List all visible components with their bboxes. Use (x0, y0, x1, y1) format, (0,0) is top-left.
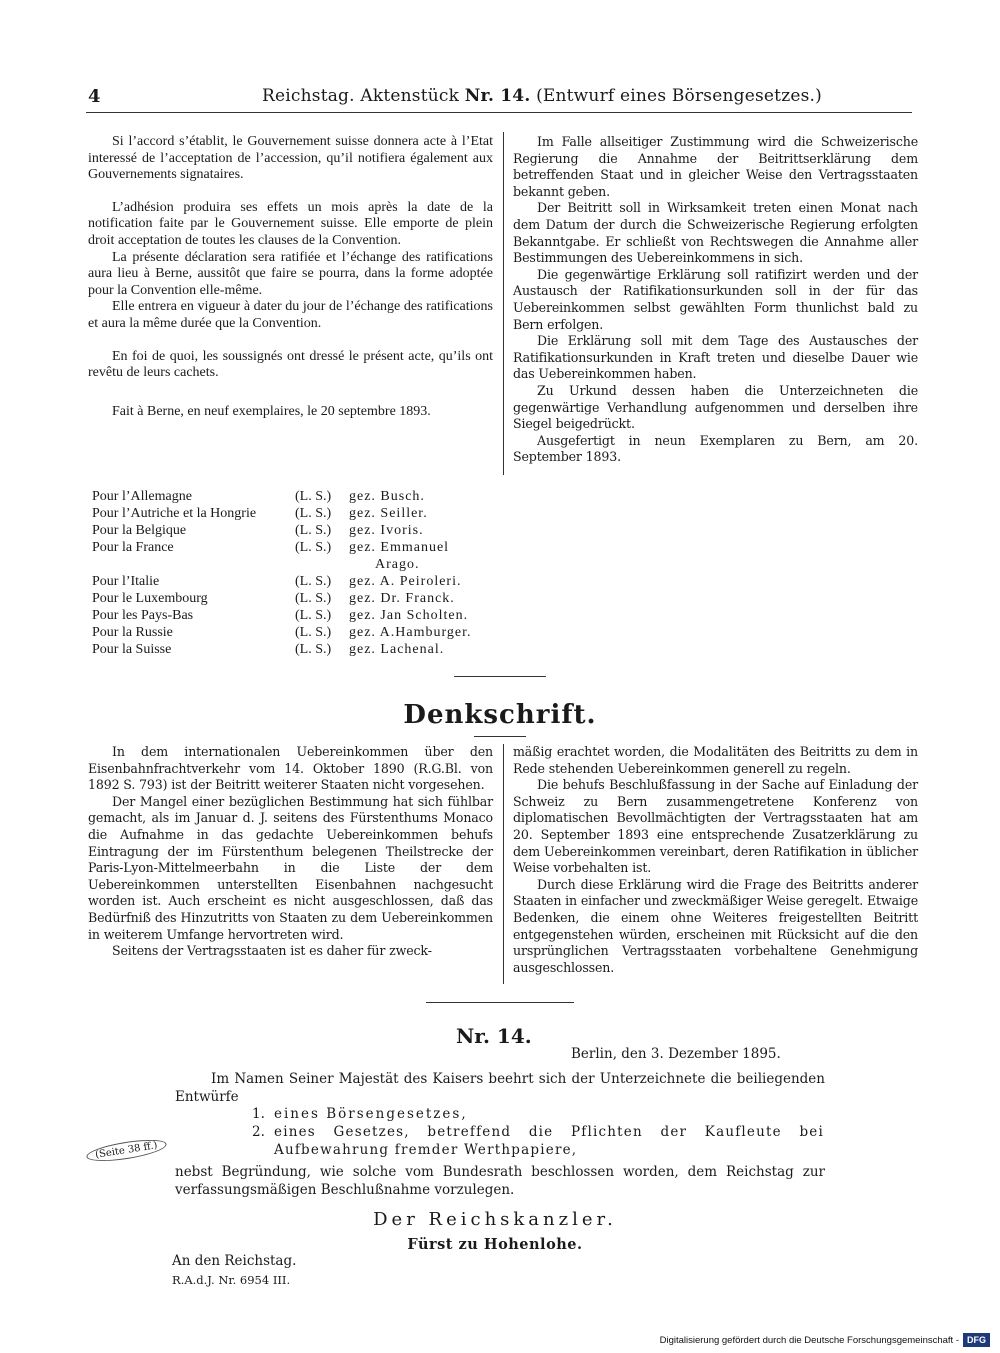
enclosure-list (252, 1105, 824, 1159)
signatory-name: gez. Busch. (349, 489, 425, 504)
signatory-country: Pour la Russie (92, 625, 173, 640)
signatory-country: Pour l’Italie (92, 574, 160, 589)
list-item (252, 1105, 824, 1123)
column-divider (503, 744, 504, 984)
signatory-name: gez. Ivoris. (349, 523, 424, 538)
french-paragraph: Elle entrera en vigueur à dater du jour de l’échange des ratifications et aura la même durée que la Convention. (88, 299, 493, 331)
signatory-row (92, 539, 512, 556)
signatory-name: gez. Jan Scholten. (349, 608, 469, 623)
german-paragraph: Der Beitritt soll in Wirksamkeit treten einen Monat nach dem Datum der durch die Schweizerische Regierung erfolgten Bekanntgabe. Er schließt von Rechtswegen die Annahme aller Bestimmungen des Uebereinkommens in sich. (513, 200, 918, 266)
list-item (252, 1123, 824, 1159)
header-rule (86, 112, 912, 113)
french-paragraph: Si l’accord s’établit, le Gouvernement suisse donnera acte à l’Etat interessé de l’acceptation de l’accession, qu’il notifiera également aux Gouvernements signataires. (88, 134, 493, 183)
dfg-logo-icon: DFG (963, 1333, 990, 1347)
german-paragraph: Im Falle allseitiger Zustimmung wird die Schweizerische Regierung die Annahme der Beitrittserklärung dem betreffenden Staat und in gleicher Weise den Vertragsstaaten bekannt geben. (513, 134, 918, 199)
running-head-number: Nr. 14. (464, 86, 531, 106)
column-divider (503, 132, 504, 475)
running-head (262, 86, 822, 106)
signatory-name: gez. Seiller. (349, 506, 428, 521)
margin-note-stamp: (Seite 38 ff.) (85, 1136, 167, 1165)
signatory-name: gez. A.Hamburger. (349, 625, 472, 640)
section-rule (426, 1002, 574, 1003)
denkschrift-left-column (88, 744, 493, 960)
denkschrift-paragraph: Die behufs Beschlußfassung in der Sache auf Einladung der Schweiz zu Bern zusammengetretene Konferenz von diplomatischen Bevollmächtigten der Vertragsstaaten hat am 20. September 1893 eine entsprechende Zusatzerklärung zu dem Uebereinkommen vereinbart, deren Ratifikation in üblicher Weise vorbehalten ist. (513, 777, 918, 876)
signatory-name: gez. Dr. Franck. (349, 591, 455, 606)
signatory-country: Pour la Suisse (92, 642, 172, 657)
signatory-country: Pour l’Allemagne (92, 489, 192, 504)
german-paragraph: Die gegenwärtige Erklärung soll ratifizirt werden und der Austausch der Ratifikationsurkunden soll in der für das Uebereinkommen selbst gewählten Form thunlichst bald zu Bern erfolgen. (513, 266, 918, 332)
french-column (88, 134, 493, 420)
list-item-text: eines Gesetzes, betreffend die Pflichten der Kaufleute bei Aufbewahrung fremder Werthpapiere, (274, 1124, 824, 1158)
seal-mark: (L. S.) (295, 625, 332, 640)
list-item-number: 1. (252, 1106, 265, 1122)
seal-mark: (L. S.) (295, 506, 332, 521)
page-number: 4 (88, 86, 101, 107)
signatory-country: Pour les Pays-Bas (92, 608, 194, 623)
denkschrift-right-column (513, 744, 918, 976)
signatory-country: Pour la Belgique (92, 523, 187, 538)
letter-closing-text: nebst Begründung, wie solche vom Bundesrath beschlossen worden, dem Reichstag zur verfassungsmäßigen Beschlußnahme vorzulegen. (175, 1164, 825, 1198)
seal-mark: (L. S.) (295, 608, 332, 623)
letter-intro (175, 1070, 825, 1106)
section-rule (454, 676, 546, 677)
seal-mark: (L. S.) (295, 523, 332, 538)
signatory-name-continuation: Arago. (375, 557, 420, 572)
signatory-row (92, 607, 512, 624)
french-paragraph: Fait à Berne, en neuf exemplaires, le 20 septembre 1893. (112, 403, 431, 419)
signatory-country: Pour la France (92, 540, 174, 555)
signatories-list (92, 488, 512, 658)
seal-mark: (L. S.) (295, 574, 332, 589)
signoff-name: Fürst zu Hohenlohe. (407, 1236, 583, 1253)
list-item-text: eines Börsengesetzes, (274, 1106, 468, 1122)
signatory-country: Pour l’Autriche et la Hongrie (92, 506, 257, 521)
signatory-row (92, 488, 512, 505)
running-head-suffix: (Entwurf eines Börsengesetzes.) (536, 86, 822, 106)
letter-intro-text: Im Namen Seiner Majestät des Kaisers beehrt sich der Unterzeichnete die beiliegenden Entwürfe (175, 1071, 825, 1105)
seal-mark: (L. S.) (295, 591, 332, 606)
signatory-country: Pour le Luxembourg (92, 591, 208, 606)
title-underline-rule (474, 736, 526, 737)
signatory-row (92, 590, 512, 607)
signatory-row (92, 505, 512, 522)
signatory-name: gez. Lachenal. (349, 642, 445, 657)
seal-mark: (L. S.) (295, 540, 332, 555)
footer-credit: Digitalisierung gefördert durch die Deutsche Forschungsgemeinschaft - (659, 1334, 959, 1346)
german-paragraph: Die Erklärung soll mit dem Tage des Austausches der Ratifikationsurkunden in Kraft treten und dieselbe Dauer wie das Uebereinkommen haben. (513, 333, 918, 382)
signatory-row (92, 573, 512, 590)
seal-mark: (L. S.) (295, 642, 332, 657)
french-paragraph: En foi de quoi, les soussignés ont dressé le présent acte, qu’ils ont revêtu de leurs cachets. (88, 348, 493, 381)
german-paragraph: Ausgefertigt in neun Exemplaren zu Bern, am 20. September 1893. (513, 432, 918, 465)
addressee: An den Reichstag. (172, 1253, 297, 1269)
denkschrift-paragraph: mäßig erachtet worden, die Modalitäten des Beitritts zu dem in Rede stehenden Uebereinkommen generell zu regeln. (513, 744, 918, 776)
digitization-footer (660, 1333, 990, 1347)
letter-number: Nr. 14. (456, 1024, 532, 1048)
signoff-title: Der Reichskanzler. (373, 1209, 617, 1230)
letter-dateline: Berlin, den 3. Dezember 1895. (571, 1046, 781, 1062)
signatory-row (92, 641, 512, 658)
signatory-row (92, 522, 512, 539)
running-head-prefix: Reichstag. Aktenstück (262, 86, 460, 106)
denkschrift-paragraph: Der Mangel einer bezüglichen Bestimmung hat sich fühlbar gemacht, als im Januar d. J. seitens des Fürstenthums Monaco die Aufnahme in das gedachte Uebereinkommen behufs Eintragung der im Fürstenthum belegenen Theilstrecke der Paris-Lyon-Mittelmeerbahn in die Liste der dem Uebereinkommen unterstellten Eisenbahnen nachgesucht worden ist. Auch erscheint es nicht ausgeschlossen, daß das Bedürfniß des Hinzutritts von Staaten zu dem Uebereinkommen in weiterem Umfange hervortreten wird. (88, 793, 493, 942)
german-column (513, 134, 918, 466)
letter-closing (175, 1163, 825, 1199)
list-item-number: 2. (252, 1124, 265, 1140)
denkschrift-paragraph: In dem internationalen Uebereinkommen über den Eisenbahnfrachtverkehr vom 14. Oktober 1890 (R.G.Bl. von 1892 S. 793) ist der Beitritt weiterer Staaten nicht vorgesehen. (88, 744, 493, 793)
denkschrift-paragraph: Seitens der Vertragsstaaten ist es daher für zweck- (112, 943, 432, 959)
french-paragraph: L’adhésion produira ses effets un mois après la date de la notification faite par le Gouvernement suisse. Elle emporte de plein droit acceptation de toutes les clauses de la Convention. (88, 199, 493, 248)
signatory-name: gez. Emmanuel (349, 540, 450, 555)
seal-mark: (L. S.) (295, 489, 332, 504)
denkschrift-title: Denkschrift. (403, 700, 597, 730)
signatory-row (92, 624, 512, 641)
german-paragraph: Zu Urkund dessen haben die Unterzeichneten die gegenwärtige Verhandlung aufgenommen und derselben ihre Siegel beigedrückt. (513, 382, 918, 432)
french-paragraph: La présente déclaration sera ratifiée et l’échange des ratifications aura lieu à Berne, aussitôt que faire se pourra, dans la forme adoptée pour la Convention elle-même. (88, 249, 493, 298)
denkschrift-paragraph: Durch diese Erklärung wird die Frage des Beitritts anderer Staaten in einfacher und zweckmäßiger Weise geregelt. Etwaige Bedenken, die einem ohne Weiteres freigestellten Beitritt entgegenstehen würden, erscheinen mit Rücksicht auf die den ursprünglichen Vertragsstaaten vorbehaltene Genehmigung ausgeschlossen. (513, 876, 918, 975)
file-reference: R.A.d.J. Nr. 6954 III. (172, 1273, 291, 1287)
signatory-name: gez. A. Peiroleri. (349, 574, 462, 589)
